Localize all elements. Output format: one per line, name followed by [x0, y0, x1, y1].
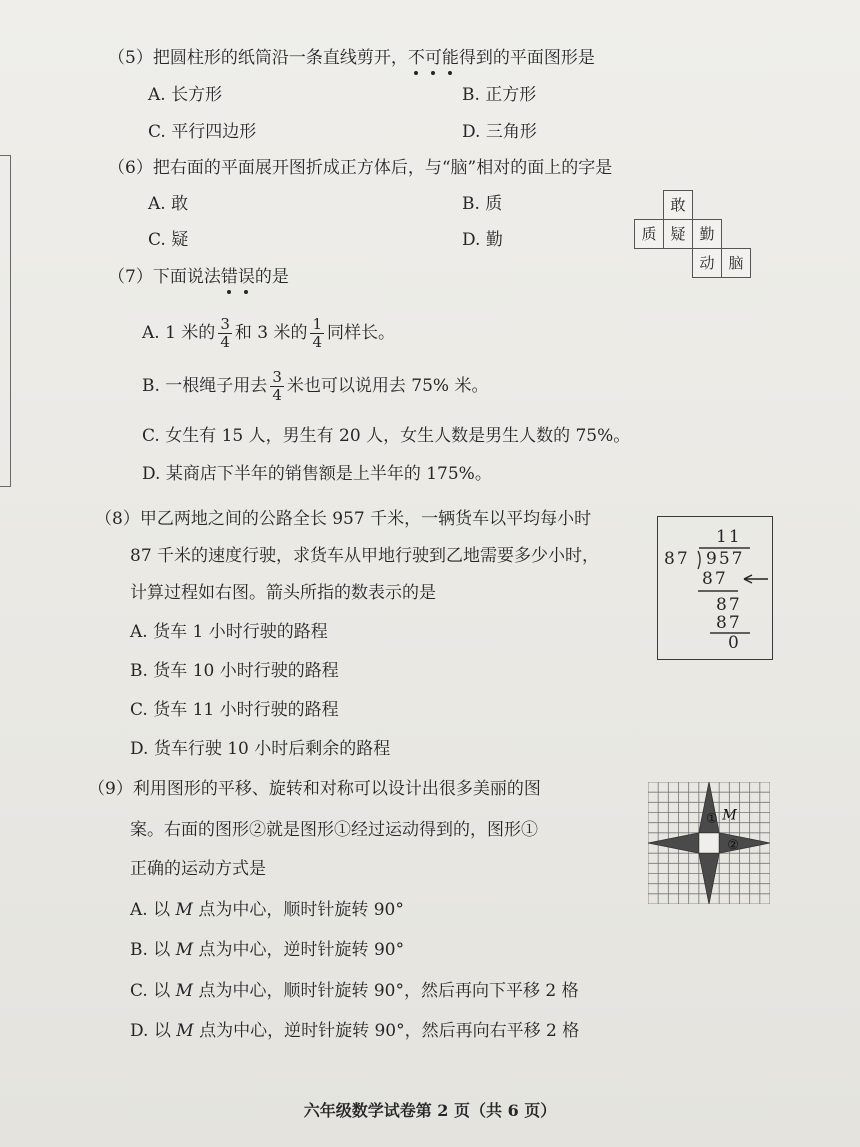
cube-net-figure [630, 190, 754, 280]
q6-option-a[interactable]: A. 敢 [148, 194, 189, 214]
q7-option-a[interactable]: A. 1 米的 $\frac{3}{4}$ 和 3 米的 $\frac{1}{4}$ 同样长。 [142, 315, 396, 351]
net-face: 质 [634, 219, 664, 249]
emphasis-char: 能 [441, 48, 459, 68]
fraction: $\frac{1}{4}$ [312, 315, 323, 351]
divisor: 87 [664, 549, 690, 569]
q6-option-d[interactable]: D. 勤 [462, 230, 503, 250]
q7-option-d[interactable]: D. 某商店下半年的销售额是上半年的 175%。 [142, 464, 492, 484]
q9-stem-line2: 案。右面的图形②就是图形①经过运动得到的，图形① [130, 820, 538, 840]
long-division-figure [657, 516, 773, 660]
point-m-label: M [722, 807, 737, 824]
net-face: 敢 [663, 190, 693, 220]
q5-option-c[interactable]: C. 平行四边形 [148, 122, 257, 142]
binding-edge-mark [0, 155, 11, 487]
emphasis-char: 错 [220, 267, 238, 287]
q9-option-c[interactable]: C. 以 M 点为中心，顺时针旋转 90°，然后再向下平移 2 格 [130, 981, 579, 1001]
q7-option-b[interactable]: B. 一根绳子用去 $\frac{3}{4}$ 米也可以说用去 75% 米。 [142, 368, 489, 404]
q8-stem-line3: 计算过程如右图。箭头所指的数表示的是 [130, 583, 436, 603]
subtraction-step-1: 87 [702, 569, 728, 589]
figure-label-2: ② [727, 838, 740, 854]
q8-option-c[interactable]: C. 货车 11 小时行驶的路程 [130, 700, 339, 720]
q6-stem: （6）把右面的平面展开图折成正方体后，与“脑”相对的面上的字是 [108, 158, 613, 178]
q5-option-a[interactable]: A. 长方形 [148, 85, 223, 105]
net-face: 脑 [721, 248, 751, 278]
q8-stem-line1: （8）甲乙两地之间的公路全长 957 千米，一辆货车以平均每小时 [95, 509, 592, 529]
q7-option-c[interactable]: C. 女生有 15 人，男生有 20 人，女生人数是男生人数的 75%。 [142, 426, 631, 446]
q9-stem-line3: 正确的运动方式是 [130, 859, 266, 879]
star-grid-figure [648, 782, 770, 904]
fraction: $\frac{3}{4}$ [272, 368, 282, 404]
net-face: 勤 [692, 219, 722, 249]
q8-option-d[interactable]: D. 货车行驶 10 小时后剩余的路程 [130, 739, 391, 759]
q6-option-c[interactable]: C. 疑 [148, 230, 189, 250]
q8-option-a[interactable]: A. 货车 1 小时行驶的路程 [130, 622, 328, 642]
net-face: 动 [692, 248, 722, 278]
subtraction-step-2: 87 [716, 595, 742, 615]
emphasis-char: 误 [237, 267, 255, 287]
q5-stem: （5）把圆柱形的纸筒沿一条直线剪开，不可能得到的平面图形是 [108, 48, 595, 68]
q9-option-a[interactable]: A. 以 M 点为中心，顺时针旋转 90° [130, 900, 404, 920]
page-footer: 六年级数学试卷第 2 页（共 6 页） [303, 1101, 557, 1120]
q5-option-d[interactable]: D. 三角形 [462, 122, 537, 142]
fraction: $\frac{3}{4}$ [220, 315, 230, 351]
q9-option-d[interactable]: D. 以 M 点为中心，逆时针旋转 90°，然后再向右平移 2 格 [130, 1021, 580, 1041]
dividend: 957 [706, 549, 745, 569]
q7-stem: （7）下面说法错误的是 [108, 267, 289, 287]
q8-stem-line2: 87 千米的速度行驶，求货车从甲地行驶到乙地需要多少小时， [130, 546, 600, 566]
figure-label-1: ① [705, 811, 718, 827]
q6-option-b[interactable]: B. 质 [462, 194, 503, 214]
emphasis-char: 可 [424, 48, 442, 68]
subtraction-step-3: 87 [716, 613, 742, 633]
emphasis-char: 不 [407, 48, 425, 68]
division-lines [658, 517, 772, 659]
q9-option-b[interactable]: B. 以 M 点为中心，逆时针旋转 90° [130, 940, 405, 960]
q5-option-b[interactable]: B. 正方形 [462, 85, 537, 105]
net-face: 疑 [663, 219, 693, 249]
q8-option-b[interactable]: B. 货车 10 小时行驶的路程 [130, 661, 339, 681]
quotient: 11 [716, 527, 742, 547]
remainder: 0 [728, 633, 741, 653]
q9-stem-line1: （9）利用图形的平移、旋转和对称可以设计出很多美丽的图 [88, 779, 541, 799]
